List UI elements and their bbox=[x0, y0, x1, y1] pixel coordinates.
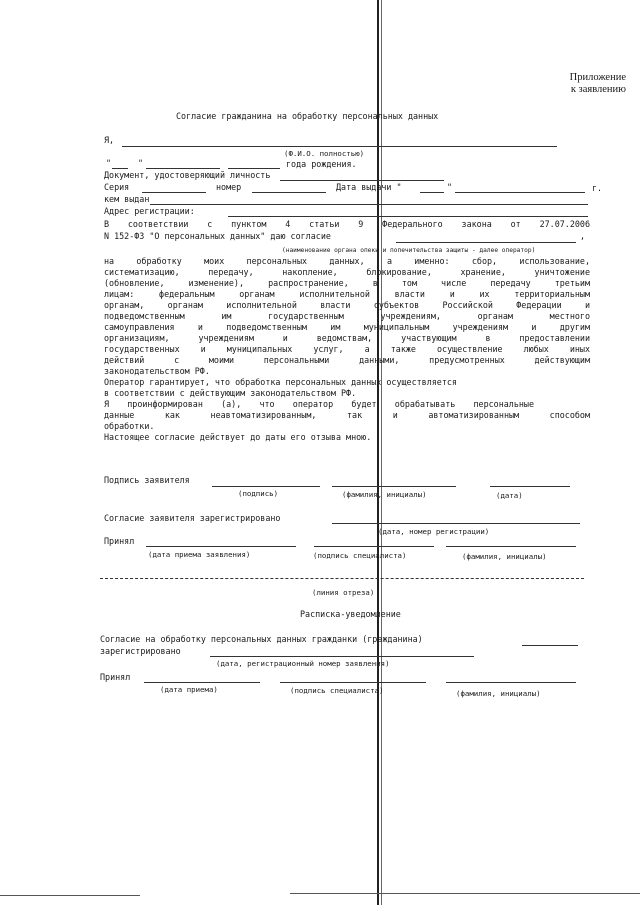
signature-sign-hint: (подпись) bbox=[238, 489, 279, 498]
signature-name-hint: (фамилия, инициалы) bbox=[342, 490, 427, 499]
page-fold-line bbox=[377, 0, 379, 905]
signature-label: Подпись заявителя bbox=[104, 475, 190, 485]
signature-date-line bbox=[490, 486, 570, 487]
appendix-line-2: к заявлению bbox=[570, 84, 626, 95]
receipt-citizen-line bbox=[522, 645, 578, 646]
law-comma: , bbox=[580, 231, 586, 241]
issue-month-year-line bbox=[455, 192, 585, 193]
validity-text: Настоящее согласие действует до даты его отзыва мною. bbox=[104, 432, 372, 442]
body-line: подведомственным им государственным учреждениям, органам местного bbox=[104, 311, 590, 321]
issued-by-line bbox=[150, 204, 588, 205]
signature-name-line bbox=[332, 486, 456, 487]
body-line: государственных и муниципальных услуг, а также осуществление любых иных bbox=[104, 344, 590, 354]
birth-day-line bbox=[112, 168, 128, 169]
law-line-1: В соответствии с пунктом 4 статьи 9 Федерального закона от 27.07.2006 bbox=[104, 219, 590, 229]
birth-quote-open: " bbox=[106, 158, 112, 168]
receipt-title: Расписка-уведомление bbox=[300, 609, 401, 619]
body-line: лицам: федеральным органам исполнительной власти и их территориальным bbox=[104, 289, 590, 299]
series-field-line bbox=[142, 192, 206, 193]
document-title: Согласие гражданина на обработку персональных данных bbox=[176, 111, 439, 121]
cut-line-label: (линия отреза) bbox=[312, 588, 375, 597]
accepted-name-line bbox=[446, 546, 576, 547]
receipt-registered-line bbox=[210, 656, 474, 657]
body-line: систематизацию, передачу, накопление, блокирование, хранение, уничтожение bbox=[104, 267, 590, 277]
number-label: номер bbox=[216, 182, 242, 192]
accepted-label: Принял bbox=[104, 536, 135, 546]
signature-sign-line bbox=[212, 486, 320, 487]
birth-text: года рождения. bbox=[286, 159, 357, 169]
operator-guarantee-line-2: в соответствии с действующим законодательством РФ. bbox=[104, 388, 357, 398]
body-line-last: законодательством РФ. bbox=[104, 366, 210, 376]
receipt-reg-hint: (дата, регистрационный номер заявления) bbox=[216, 659, 390, 668]
law-line-2: N 152-ФЗ "О персональных данных" даю согласие bbox=[104, 231, 331, 241]
appendix-label bbox=[570, 72, 626, 96]
receipt-date-hint: (дата приема) bbox=[160, 685, 218, 694]
appendix-line-1: Приложение bbox=[569, 72, 626, 83]
receipt-sign-line bbox=[280, 682, 426, 683]
registration-field-line bbox=[332, 523, 580, 524]
accepted-name-hint: (фамилия, инициалы) bbox=[462, 552, 547, 561]
signature-date-hint: (дата) bbox=[496, 491, 523, 500]
registration-label: Согласие заявителя зарегистрировано bbox=[104, 513, 281, 523]
issue-quote-close: " bbox=[447, 182, 453, 192]
scan-edge-left bbox=[0, 895, 140, 896]
receipt-name-line bbox=[446, 682, 576, 683]
consent-body bbox=[104, 256, 590, 443]
body-line: на обработку моих персональных данных, а именно: сбор, использование, bbox=[104, 256, 590, 266]
receipt-line-2: зарегистрировано bbox=[100, 646, 181, 656]
issue-day-line bbox=[420, 192, 444, 193]
number-field-line bbox=[252, 192, 326, 193]
body-line: (обновление, изменение), распространение, в том числе передачу третьим bbox=[104, 278, 590, 288]
issued-by-label: кем выдан bbox=[104, 194, 150, 204]
receipt-line-1: Согласие на обработку персональных данных гражданки (гражданина) bbox=[100, 634, 423, 644]
accepted-sign-hint: (подпись специалиста) bbox=[313, 551, 407, 560]
page-fold-line-secondary bbox=[381, 0, 382, 905]
receipt-date-line bbox=[144, 682, 260, 683]
year-suffix: г. bbox=[592, 183, 603, 193]
operator-guarantee-line-1: Оператор гарантирует, что обработка персональных данных осуществляется bbox=[104, 377, 457, 387]
body-line: действий с моими персональными данными, предусмотренных действующим bbox=[104, 355, 590, 365]
operator-hint: (наименование органа опеки и попечительства защиты - далее оператор) bbox=[282, 247, 536, 254]
document-label: Документ, удостоверяющий личность bbox=[104, 170, 271, 180]
i-label: Я, bbox=[104, 135, 115, 145]
receipt-name-hint: (фамилия, инициалы) bbox=[456, 689, 541, 698]
series-label: Серия bbox=[104, 182, 130, 192]
registration-hint: (дата, номер регистрации) bbox=[378, 527, 490, 536]
document-field-line bbox=[280, 180, 444, 181]
address-field-line bbox=[228, 216, 588, 217]
body-line: самоуправления и подведомственным им муниципальным учреждениям и другим bbox=[104, 322, 590, 332]
accepted-date-line bbox=[146, 546, 296, 547]
issue-date-label: Дата выдачи " bbox=[336, 182, 402, 192]
birth-quote-close: " bbox=[138, 158, 144, 168]
scan-edge-right bbox=[290, 893, 640, 894]
operator-field-line bbox=[396, 242, 576, 243]
informed-line-2: данные как неавтоматизированным, так и автоматизированным способом bbox=[104, 410, 590, 420]
receipt-sign-hint: (подпись специалиста) bbox=[290, 686, 384, 695]
informed-line-1: Я проинформирован (а), что оператор будет обрабатывать персональные bbox=[104, 399, 534, 409]
birth-year-line bbox=[228, 168, 280, 169]
cut-line bbox=[100, 578, 584, 579]
accepted-sign-line bbox=[314, 546, 434, 547]
body-line: организациям, учреждениям и ведомствам, участвующим в предоставлении bbox=[104, 333, 590, 343]
accepted-date-hint: (дата приема заявления) bbox=[148, 550, 251, 559]
informed-line-3: обработки. bbox=[104, 421, 155, 431]
fio-hint: (Ф.И.О. полностью) bbox=[284, 149, 365, 158]
address-label: Адрес регистрации: bbox=[104, 206, 195, 216]
receipt-accepted-label: Принял bbox=[100, 672, 131, 682]
fio-field-line bbox=[122, 146, 557, 147]
birth-month-line bbox=[146, 168, 220, 169]
body-line: органам, органам исполнительной власти субъектов Российской Федерации и bbox=[104, 300, 590, 310]
